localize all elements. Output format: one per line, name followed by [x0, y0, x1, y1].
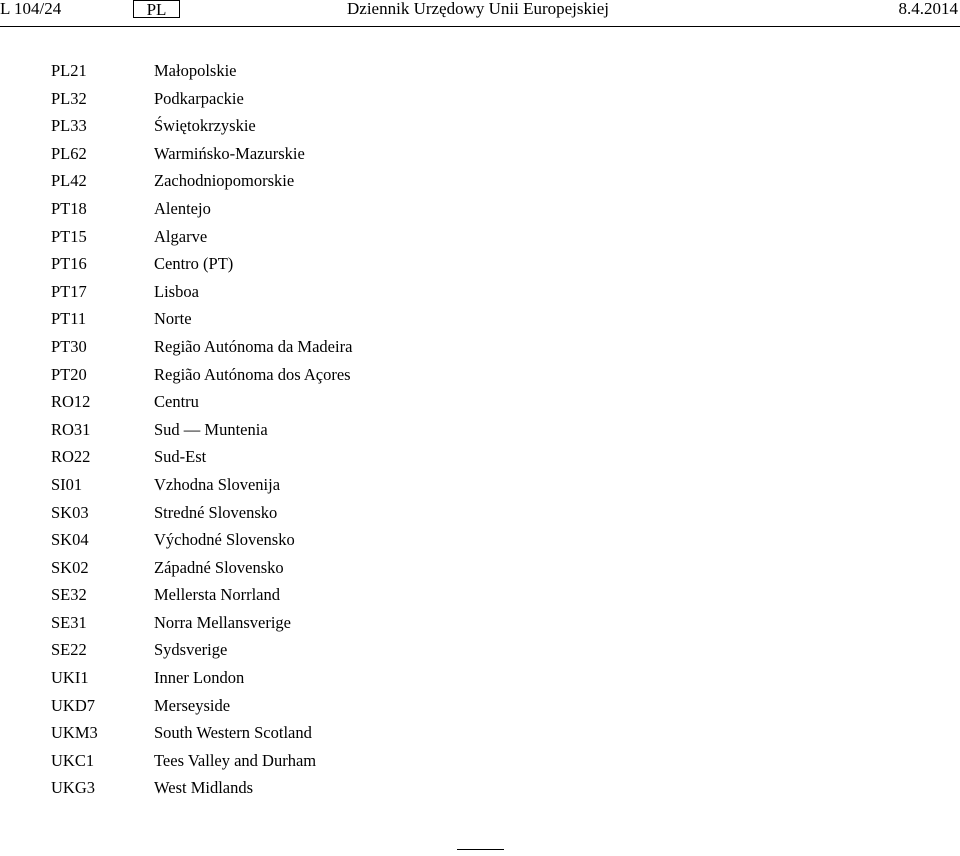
region-name: Alentejo: [154, 198, 211, 218]
region-name: Małopolskie: [154, 61, 237, 80]
list-item: [0, 140, 960, 168]
region-code: PL33: [51, 116, 87, 136]
region-name: Sud-Est: [154, 447, 207, 467]
list-item: [0, 747, 960, 775]
region-name: Podkarpackie: [154, 88, 244, 108]
list-item: [0, 112, 960, 140]
region-name: Merseyside: [154, 695, 231, 715]
list-item: [0, 85, 960, 113]
region-code: PT20: [51, 364, 87, 384]
list-item: [0, 195, 960, 223]
region-name: Lisboa: [154, 281, 199, 301]
list-item: [0, 57, 960, 85]
region-code: SE22: [51, 640, 87, 660]
region-code: SI01: [51, 474, 83, 494]
list-item: [0, 388, 960, 416]
region-code: SK03: [51, 502, 89, 522]
list-item: [0, 305, 960, 333]
region-code: PT30: [51, 336, 87, 356]
region-name: Centro (PT): [154, 254, 234, 274]
region-name: Região Autónoma da Madeira: [154, 336, 353, 356]
region-code: PT17: [51, 281, 87, 301]
region-name: Região Autónoma dos Açores: [154, 364, 351, 384]
region-code: RO12: [51, 392, 91, 412]
list-item: [0, 333, 960, 361]
list-item: [0, 278, 960, 306]
end-rule: [457, 849, 504, 850]
region-name: Inner London: [154, 668, 245, 688]
region-code: UKC1: [51, 750, 95, 770]
region-name: South Western Scotland: [154, 723, 312, 743]
list-item: [0, 443, 960, 471]
region-name: Sydsverige: [154, 640, 228, 660]
list-item: [0, 719, 960, 747]
region-name: Warmińsko-Mazurskie: [154, 143, 305, 163]
region-code: PL42: [51, 171, 87, 191]
list-item: [0, 361, 960, 389]
list-item: [0, 774, 960, 802]
region-code: RO31: [51, 419, 91, 439]
region-name: Centru: [154, 392, 199, 412]
region-code: UKD7: [51, 695, 95, 715]
list-item: [0, 692, 960, 720]
region-name: Vzhodna Slovenija: [154, 474, 281, 494]
list-item: [0, 609, 960, 637]
region-name: Świętokrzyskie: [154, 116, 256, 136]
list-item: [0, 250, 960, 278]
list-item: [0, 554, 960, 582]
region-code: PL21: [51, 61, 87, 80]
list-item: [0, 223, 960, 251]
page-reference: L 104/24: [0, 0, 62, 18]
language-badge: PL: [133, 0, 180, 18]
list-item: [0, 581, 960, 609]
region-code: PT18: [51, 198, 87, 218]
journal-title: Dziennik Urzędowy Unii Europejskiej: [347, 0, 610, 18]
region-code: PT16: [51, 254, 87, 274]
list-item: [0, 471, 960, 499]
region-name: Norra Mellansverige: [154, 612, 291, 632]
region-code: SE31: [51, 612, 87, 632]
region-list: [0, 57, 960, 802]
publication-date: 8.4.2014: [898, 0, 958, 18]
list-item: [0, 167, 960, 195]
region-name: Tees Valley and Durham: [154, 750, 317, 770]
region-code: PT15: [51, 226, 87, 246]
list-item: [0, 526, 960, 554]
list-item: [0, 664, 960, 692]
region-name: Sud — Muntenia: [154, 419, 268, 439]
region-name: Východné Slovensko: [154, 530, 295, 550]
region-code: SE32: [51, 585, 87, 605]
region-code: UKI1: [51, 668, 89, 688]
region-code: SK04: [51, 530, 89, 550]
region-name: Algarve: [154, 226, 208, 246]
list-item: [0, 416, 960, 444]
region-code: RO22: [51, 447, 91, 467]
region-code: PL62: [51, 143, 87, 163]
region-name: Mellersta Norrland: [154, 585, 280, 605]
page-header: [0, 0, 960, 27]
region-name: Norte: [154, 309, 192, 329]
region-code: UKG3: [51, 778, 95, 798]
region-code: PL32: [51, 88, 87, 108]
region-code: SK02: [51, 557, 89, 577]
region-code: UKM3: [51, 723, 98, 743]
region-name: Stredné Slovensko: [154, 502, 278, 522]
list-item: [0, 499, 960, 527]
region-name: Západné Slovensko: [154, 557, 284, 577]
list-item: [0, 636, 960, 664]
region-name: Zachodniopomorskie: [154, 171, 295, 191]
region-name: West Midlands: [154, 778, 254, 798]
region-code: PT11: [51, 309, 87, 329]
